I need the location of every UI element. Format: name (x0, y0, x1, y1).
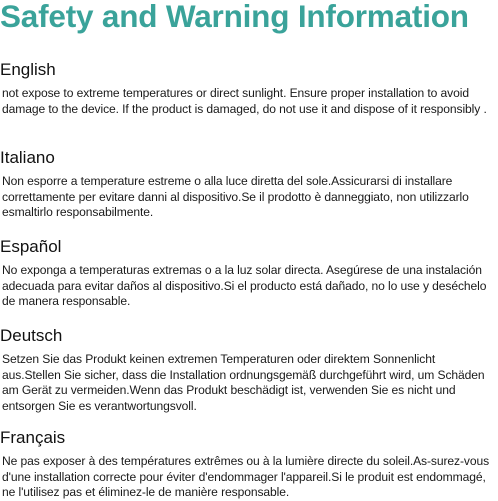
section-espanol (0, 237, 494, 310)
section-italiano (0, 148, 494, 221)
language-heading: Deutsch (0, 326, 63, 345)
section-text: Ne pas exposer à des températures extrêmes ou à la lumière directe du soleil.As-surez-vous d'une installation correcte pour éviter d'endommager l'appareil.Si le produit est endommagé, ne l'utilisez pas et éliminez-le de manière responsable. (2, 454, 490, 499)
language-heading: English (0, 60, 56, 79)
section-text: Setzen Sie das Produkt keinen extremen Temperaturen oder direktem Sonnenlicht aus.Stellen Sie sicher, dass die Installation ordnungsgemäß durchgeführt wird, um Schäden am Gerät zu vermeiden.Wenn das Produkt beschädigt ist, verwenden Sie es nicht und entsorgen Sie es verantwortungsvoll. (2, 352, 485, 413)
section-deutsch (0, 326, 494, 414)
section-francais (0, 428, 494, 501)
language-heading: Español (0, 237, 62, 256)
language-heading: Italiano (0, 148, 55, 167)
section-text: not expose to extreme temperatures or direct sunlight. Ensure proper installation to avoid damage to the device. If the product is damaged, do not use it and dispose of it responsibly . (2, 86, 487, 116)
section-text: Non esporre a temperature estreme o alla luce diretta del sole.Assicurarsi di installare correttamente per evitare danni al dispositivo.Se il prodotto è danneggiato, non utilizzarlo esmaltirlo responsabilmente. (2, 174, 469, 219)
language-heading: Français (0, 428, 66, 447)
page-title: Safety and Warning Information (0, 0, 469, 34)
section-english (0, 60, 494, 117)
section-text: No exponga a temperaturas extremas o a la luz solar directa. Asegúrese de una instalación adecuada para evitar daños al dispositivo.Si el producto está dañado, no lo use y deséchelo de manera responsable. (2, 263, 487, 308)
